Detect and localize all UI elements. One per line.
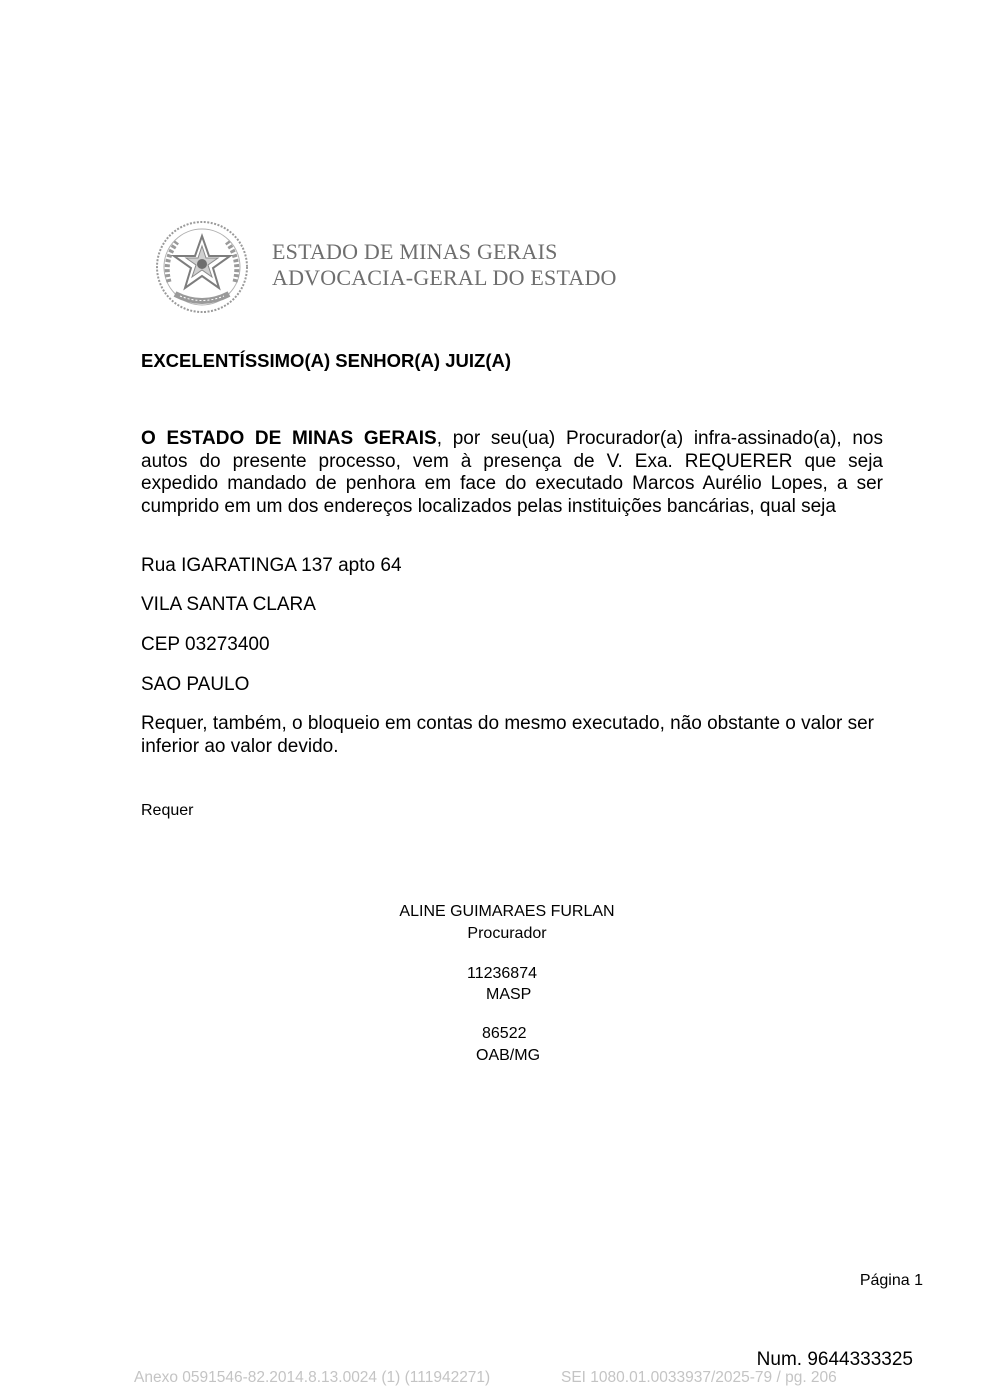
closing-text: Requer bbox=[141, 802, 194, 819]
masp-number: 11236874 bbox=[467, 965, 537, 982]
footer-sei-reference: SEI 1080.01.0033937/2025-79 / pg. 206 bbox=[561, 1369, 837, 1386]
signatory-role: Procurador bbox=[467, 925, 547, 942]
signatory-name: ALINE GUIMARAES FURLAN bbox=[399, 903, 615, 920]
salutation: EXCELENTÍSSIMO(A) SENHOR(A) JUIZ(A) bbox=[141, 350, 511, 371]
footer-anexo-reference: Anexo 0591546-82.2014.8.13.0024 (1) (111942271) bbox=[134, 1369, 491, 1386]
request-text: , por seu(ua) Procurador(a) infra-assinado(a), nos autos do presente processo, vem à presença de V. Exa. REQUERER que seja expedido mandado de penhora em face do executado Marcos Aurélio Lopes, a ser cumprido em um dos endereços localizados pelas instituições bancárias, qual seja bbox=[141, 428, 883, 517]
minas-gerais-coat-of-arms-icon bbox=[155, 220, 249, 314]
address-city: SAO PAULO bbox=[141, 674, 250, 695]
page-number: Página 1 bbox=[859, 1272, 923, 1289]
masp-label: MASP bbox=[486, 986, 532, 1003]
request-paragraph bbox=[141, 428, 883, 518]
address-district: VILA SANTA CLARA bbox=[141, 594, 316, 615]
header-agency-name: ADVOCACIA-GERAL DO ESTADO bbox=[272, 265, 617, 290]
party-name: O ESTADO DE MINAS GERAIS bbox=[141, 428, 437, 449]
block-request-paragraph: Requer, também, o bloqueio em contas do mesmo executado, não obstante o valor ser inferior ao valor devido. bbox=[141, 713, 874, 757]
header-state-name: ESTADO DE MINAS GERAIS bbox=[272, 239, 558, 264]
oab-number: 86522 bbox=[482, 1025, 527, 1042]
address-street: Rua IGARATINGA 137 apto 64 bbox=[141, 555, 402, 576]
document-number: Num. 9644333325 bbox=[756, 1349, 913, 1370]
address-cep: CEP 03273400 bbox=[141, 634, 270, 655]
oab-label: OAB/MG bbox=[476, 1047, 541, 1064]
